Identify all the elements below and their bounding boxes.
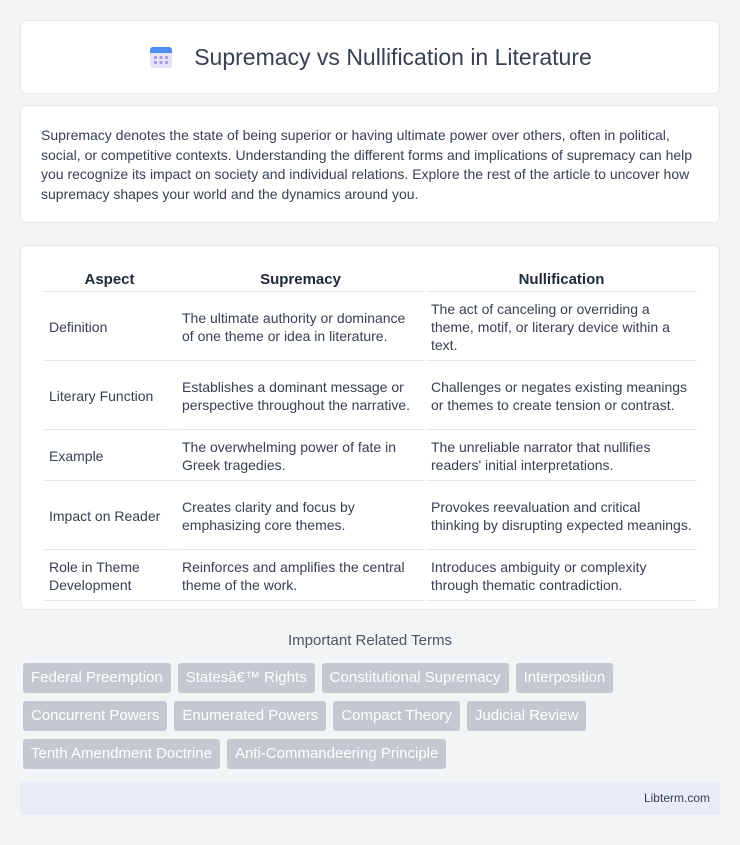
intro-card	[20, 105, 720, 223]
table-row	[44, 552, 697, 601]
tag-judicial-review[interactable]: Judicial Review	[467, 701, 586, 731]
row-supremacy: Reinforces and amplifies the central theme of the work.	[177, 552, 424, 601]
row-supremacy: Establishes a dominant message or perspective throughout the narrative.	[177, 363, 424, 430]
column-header-nullification: Nullification	[426, 268, 697, 292]
footer-site-link[interactable]: Libterm.com	[643, 791, 710, 805]
table-row	[44, 294, 697, 361]
related-terms-heading: Important Related Terms	[288, 632, 452, 649]
table-header-row	[44, 268, 697, 292]
row-supremacy: The ultimate authority or dominance of one theme or idea in literature.	[177, 294, 424, 361]
tag-anti-commandeering-principle[interactable]: Anti-Commandeering Principle	[227, 739, 446, 769]
row-aspect: Impact on Reader	[44, 483, 175, 550]
tag-federal-preemption[interactable]: Federal Preemption	[23, 663, 171, 693]
related-terms-list	[23, 663, 723, 777]
tag-concurrent-powers[interactable]: Concurrent Powers	[23, 701, 167, 731]
column-header-aspect: Aspect	[44, 268, 175, 292]
page-title: Supremacy vs Nullification in Literature	[194, 43, 592, 70]
row-aspect: Definition	[44, 294, 175, 361]
tag-constitutional-supremacy[interactable]: Constitutional Supremacy	[322, 663, 509, 693]
header-card	[20, 20, 720, 94]
tag-states-rights[interactable]: Statesâ€™ Rights	[178, 663, 315, 693]
column-header-supremacy: Supremacy	[177, 268, 424, 292]
tag-row	[23, 701, 723, 731]
tag-row	[23, 739, 723, 769]
row-aspect: Example	[44, 432, 175, 481]
row-supremacy: The overwhelming power of fate in Greek tragedies.	[177, 432, 424, 481]
table-row	[44, 483, 697, 550]
row-aspect: Role in Theme Development	[44, 552, 175, 601]
tag-compact-theory[interactable]: Compact Theory	[333, 701, 460, 731]
row-nullification: Challenges or negates existing meanings or themes to create tension or contrast.	[426, 363, 697, 430]
tag-enumerated-powers[interactable]: Enumerated Powers	[174, 701, 326, 731]
tag-tenth-amendment-doctrine[interactable]: Tenth Amendment Doctrine	[23, 739, 220, 769]
intro-text: Supremacy denotes the state of being superior or having ultimate power over others, often in political, social, or competitive contexts. Understanding the different forms and implications of supremacy can help you recognize its impact on society and individual relations. Explore the rest of the article to uncover how supremacy shapes your world and the dynamics around you.	[41, 127, 693, 202]
table-row	[44, 363, 697, 430]
row-nullification: The unreliable narrator that nullifies readers' initial interpretations.	[426, 432, 697, 481]
footer	[20, 782, 720, 815]
row-nullification: Introduces ambiguity or complexity through thematic contradiction.	[426, 552, 697, 601]
row-aspect: Literary Function	[44, 363, 175, 430]
calendar-icon	[148, 44, 174, 70]
tag-interposition[interactable]: Interposition	[516, 663, 614, 693]
comparison-table	[42, 266, 699, 603]
row-nullification: The act of canceling or overriding a theme, motif, or literary device within a text.	[426, 294, 697, 361]
row-nullification: Provokes reevaluation and critical thinking by disrupting expected meanings.	[426, 483, 697, 550]
comparison-table-card	[20, 245, 720, 610]
row-supremacy: Creates clarity and focus by emphasizing core themes.	[177, 483, 424, 550]
table-row	[44, 432, 697, 481]
tag-row	[23, 663, 723, 693]
